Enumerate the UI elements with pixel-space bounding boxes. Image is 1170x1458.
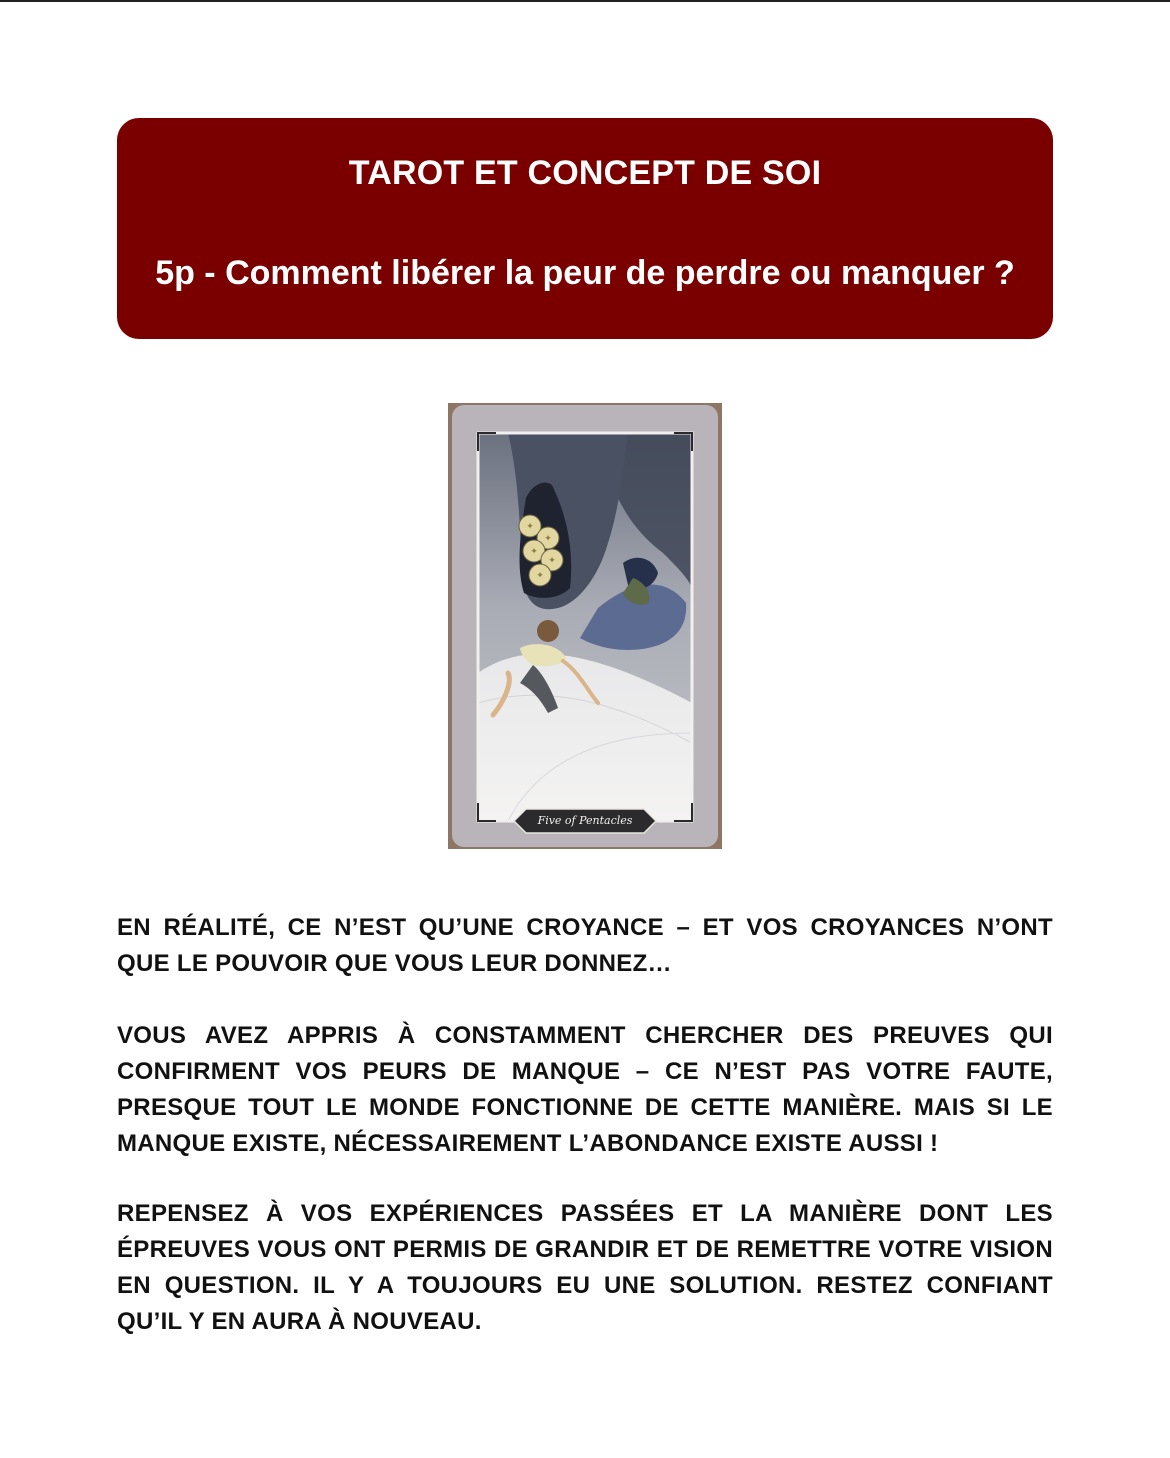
card-caption: Five of Pentacles: [537, 814, 633, 827]
top-divider: [0, 0, 1170, 2]
paragraph-fears: VOUS AVEZ APPRIS À CONSTAMMENT CHERCHER DES PREUVES QUI CONFIRMENT VOS PEURS DE MANQUE – CE N’EST PAS VOTRE FAUTE, PRESQUE TOUT LE MONDE FONCTIONNE DE CETTE MANIÈRE. MAIS SI LE MANQUE EXISTE, NÉCESSAIREMENT L’ABONDANCE EXISTE AUSSI !: [117, 1022, 1053, 1157]
svg-text:✦: ✦: [526, 522, 534, 532]
page-title: TAROT ET CONCEPT DE SOI: [348, 154, 822, 192]
page-subtitle: 5p - Comment libérer la peur de perdre ou manquer ?: [155, 254, 1015, 292]
tarot-card-illustration: [448, 403, 722, 849]
svg-text:✦: ✦: [536, 571, 544, 581]
paragraph-experiences: REPENSEZ À VOS EXPÉRIENCES PASSÉES ET LA MANIÈRE DONT LES ÉPREUVES VOUS ONT PERMIS DE GRANDIR ET DE REMETTRE VOTRE VISION EN QUESTION. IL Y A TOUJOURS EU UNE SOLUTION. RESTEZ CONFIANT QU’IL Y EN AURA À NOUVEAU.: [117, 1200, 1053, 1335]
svg-text:✦: ✦: [544, 534, 552, 544]
tarot-card-image: [448, 403, 722, 849]
paragraph-belief: EN RÉALITÉ, CE N’EST QU’UNE CROYANCE – ET VOS CROYANCES N’ONT QUE LE POUVOIR QUE VOUS LEUR DONNEZ…: [117, 914, 1053, 977]
header-banner: [117, 118, 1053, 339]
svg-text:✦: ✦: [530, 547, 538, 557]
svg-text:✦: ✦: [548, 556, 556, 566]
